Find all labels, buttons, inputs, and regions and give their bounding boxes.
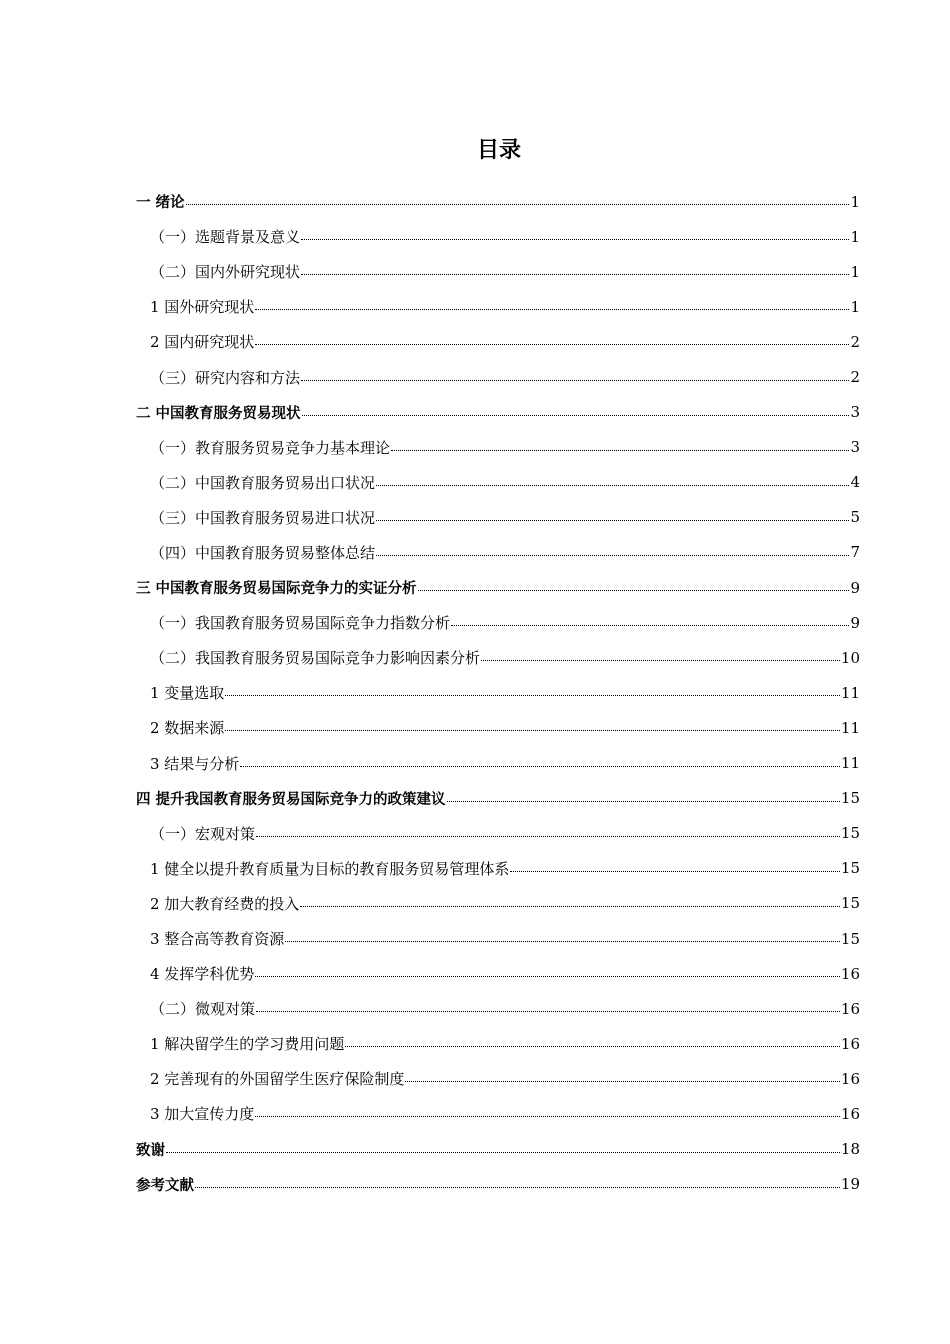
- toc-entry[interactable]: [136, 395, 860, 430]
- toc-entry-title: （一）我国教育服务贸易国际竞争力指数分析: [150, 614, 451, 633]
- toc-entry[interactable]: [136, 886, 860, 921]
- toc-entry[interactable]: [136, 219, 860, 254]
- toc-entry-title: 一 绪论: [136, 195, 185, 212]
- toc-entry[interactable]: [136, 956, 860, 991]
- toc-entry[interactable]: [136, 465, 860, 500]
- toc-entry-title: 2 加大教育经费的投入: [150, 894, 300, 913]
- toc-entry-page-number: 15: [840, 789, 860, 808]
- toc-entry-page-number: 3: [850, 403, 860, 422]
- toc-entry-page-number: 16: [840, 1034, 860, 1053]
- dot-leader: [301, 380, 849, 381]
- dot-leader: [510, 871, 840, 872]
- dot-leader: [300, 906, 840, 907]
- toc-entry[interactable]: [136, 184, 860, 219]
- toc-entry-page-number: 2: [850, 332, 860, 351]
- toc-entry[interactable]: [136, 921, 860, 956]
- toc-entry-title: 1 解决留学生的学习费用问题: [150, 1035, 345, 1054]
- page-title: 目录: [476, 138, 521, 163]
- toc-entry[interactable]: [136, 430, 860, 465]
- toc-entry-title: 2 国内研究现状: [150, 333, 255, 352]
- dot-leader: [405, 1081, 840, 1082]
- toc-entry[interactable]: [136, 254, 860, 289]
- toc-entry-page-number: 15: [840, 824, 860, 843]
- toc-entry[interactable]: [136, 675, 860, 710]
- toc-entry[interactable]: [136, 535, 860, 570]
- toc-entry-page-number: 5: [850, 508, 860, 527]
- dot-leader: [376, 485, 849, 486]
- toc-entry-page-number: 1: [850, 227, 860, 246]
- toc-entry-page-number: 19: [840, 1175, 860, 1194]
- dot-leader: [391, 450, 849, 451]
- dot-leader: [447, 801, 840, 802]
- dot-leader: [301, 274, 849, 275]
- toc-entry-page-number: 15: [840, 859, 860, 878]
- toc-entry-title: 三 中国教育服务贸易国际竞争力的实证分析: [136, 581, 417, 598]
- toc-entry-title: 4 发挥学科优势: [150, 965, 255, 984]
- toc-entry-title: （三）研究内容和方法: [150, 368, 301, 387]
- toc-entry-page-number: 18: [840, 1140, 860, 1159]
- dot-leader: [481, 660, 840, 661]
- toc-entry-page-number: 1: [850, 192, 860, 211]
- toc-entry-title: 1 国外研究现状: [150, 298, 255, 317]
- toc-entry-title: （一）宏观对策: [150, 824, 256, 843]
- toc-entry-title: （一）选题背景及意义: [150, 228, 301, 247]
- toc-entry[interactable]: [136, 1061, 860, 1096]
- toc-entry[interactable]: [136, 1026, 860, 1061]
- dot-leader: [418, 590, 850, 591]
- dot-leader: [186, 204, 850, 205]
- dot-leader: [345, 1046, 840, 1047]
- dot-leader: [256, 1011, 840, 1012]
- toc-entry[interactable]: [136, 640, 860, 675]
- dot-leader: [225, 730, 840, 731]
- toc-entry-page-number: 11: [840, 718, 860, 737]
- toc-entry-page-number: 9: [850, 613, 860, 632]
- toc-entry-page-number: 9: [850, 578, 860, 597]
- toc-entry-page-number: 1: [850, 262, 860, 281]
- toc-entry-title: 2 数据来源: [150, 719, 225, 738]
- toc-entry[interactable]: [136, 746, 860, 781]
- toc-entry-title: （四）中国教育服务贸易整体总结: [150, 543, 376, 562]
- toc-entry[interactable]: [136, 289, 860, 324]
- toc-entry-page-number: 16: [840, 999, 860, 1018]
- toc-entry[interactable]: [136, 359, 860, 394]
- dot-leader: [225, 695, 840, 696]
- toc-entry-title: 四 提升我国教育服务贸易国际竞争力的政策建议: [136, 791, 446, 808]
- toc-entry-title: 2 完善现有的外国留学生医疗保险制度: [150, 1070, 405, 1089]
- dot-leader: [376, 555, 849, 556]
- dot-leader: [255, 344, 849, 345]
- toc-entry-title: （二）国内外研究现状: [150, 263, 301, 282]
- dot-leader: [240, 766, 840, 767]
- toc-entry[interactable]: [136, 1132, 860, 1167]
- toc-entry-page-number: 1: [850, 297, 860, 316]
- toc-entry-title: 3 整合高等教育资源: [150, 930, 285, 949]
- dot-leader: [255, 976, 840, 977]
- dot-leader: [451, 625, 849, 626]
- toc-entry-page-number: 16: [840, 964, 860, 983]
- table-of-contents: [136, 184, 860, 1202]
- toc-entry-title: 致谢: [136, 1142, 165, 1159]
- toc-entry-title: （三）中国教育服务贸易进口状况: [150, 508, 376, 527]
- toc-entry-page-number: 7: [850, 543, 860, 562]
- toc-entry[interactable]: [136, 991, 860, 1026]
- toc-entry[interactable]: [136, 1096, 860, 1131]
- dot-leader: [255, 1116, 840, 1117]
- toc-entry-page-number: 2: [850, 368, 860, 387]
- toc-entry-page-number: 11: [840, 683, 860, 702]
- toc-entry-title: 1 变量选取: [150, 684, 225, 703]
- dot-leader: [302, 415, 850, 416]
- toc-entry[interactable]: [136, 324, 860, 359]
- dot-leader: [166, 1152, 840, 1153]
- toc-entry-title: 二 中国教育服务贸易现状: [136, 405, 301, 422]
- toc-entry[interactable]: [136, 500, 860, 535]
- toc-entry-title: （二）我国教育服务贸易国际竞争力影响因素分析: [150, 649, 481, 668]
- dot-leader: [301, 239, 849, 240]
- toc-entry-page-number: 11: [840, 754, 860, 773]
- toc-entry[interactable]: [136, 1167, 860, 1202]
- toc-entry-title: 1 健全以提升教育质量为目标的教育服务贸易管理体系: [150, 859, 510, 878]
- dot-leader: [256, 836, 840, 837]
- dot-leader: [376, 520, 849, 521]
- toc-entry[interactable]: [136, 816, 860, 851]
- toc-entry[interactable]: [136, 851, 860, 886]
- toc-entry-title: （一）教育服务贸易竞争力基本理论: [150, 438, 391, 457]
- toc-entry-page-number: 10: [840, 648, 860, 667]
- toc-entry-page-number: 15: [840, 929, 860, 948]
- toc-entry-title: 参考文献: [136, 1177, 194, 1194]
- toc-entry-title: （二）中国教育服务贸易出口状况: [150, 473, 376, 492]
- toc-entry-page-number: 15: [840, 894, 860, 913]
- toc-entry[interactable]: [136, 605, 860, 640]
- dot-leader: [255, 309, 849, 310]
- dot-leader: [195, 1187, 840, 1188]
- dot-leader: [285, 941, 840, 942]
- toc-entry-title: 3 加大宣传力度: [150, 1105, 255, 1124]
- toc-entry-page-number: 4: [850, 473, 860, 492]
- toc-entry-title: 3 结果与分析: [150, 754, 240, 773]
- toc-entry-page-number: 3: [850, 438, 860, 457]
- toc-entry[interactable]: [136, 781, 860, 816]
- toc-entry-page-number: 16: [840, 1104, 860, 1123]
- toc-entry-page-number: 16: [840, 1069, 860, 1088]
- toc-entry[interactable]: [136, 570, 860, 605]
- toc-entry[interactable]: [136, 710, 860, 745]
- toc-entry-title: （二）微观对策: [150, 1000, 256, 1019]
